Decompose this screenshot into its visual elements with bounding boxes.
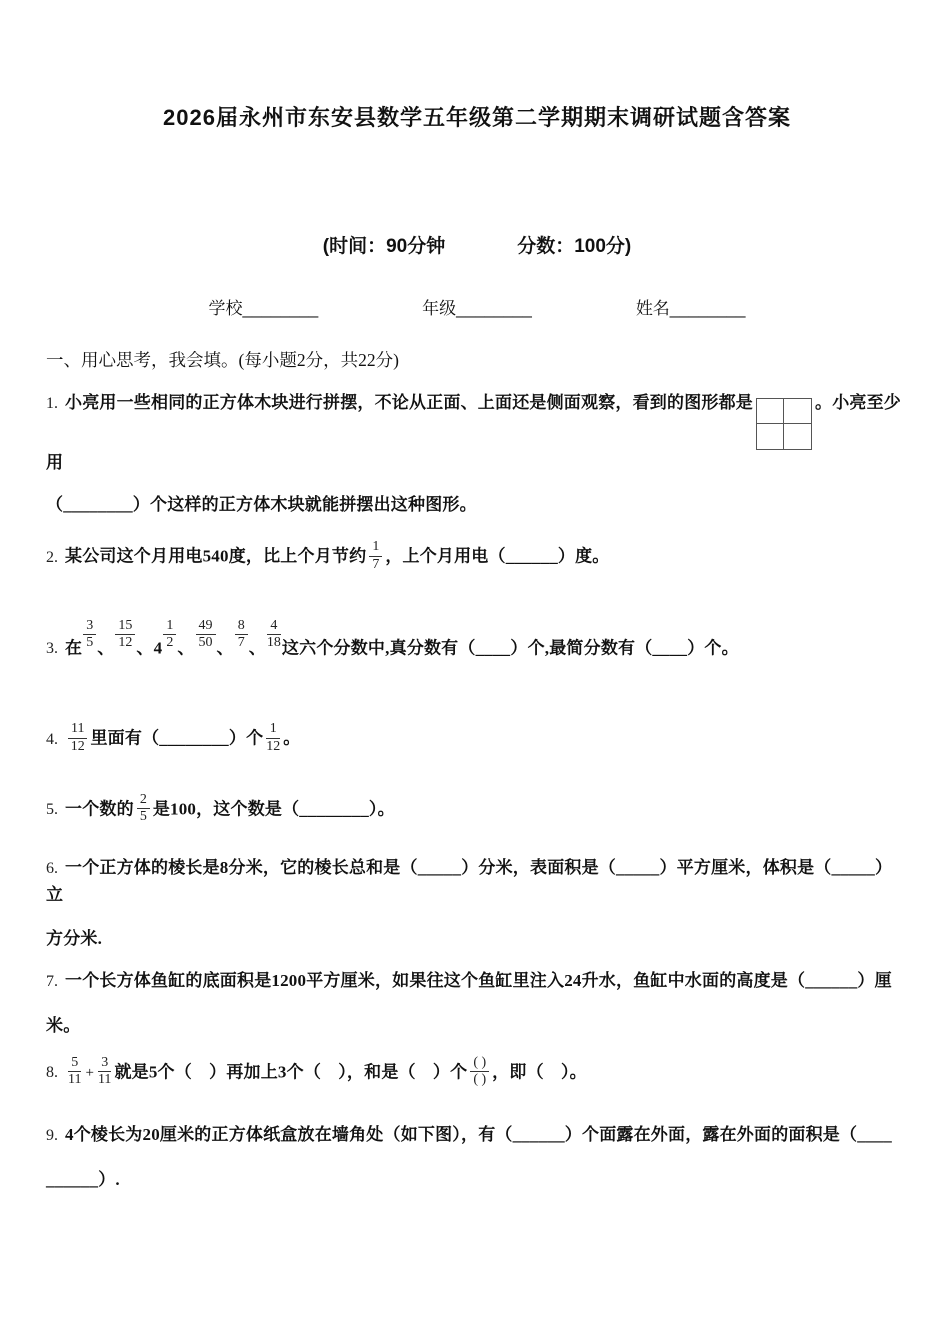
question-text: 米。 bbox=[46, 1016, 81, 1036]
question-9 bbox=[46, 1122, 908, 1193]
question-text: 一个正方体的棱长是8分米，它的棱长总和是（_____）分米，表面积是（_____）平方厘米，体积是（_____）立 bbox=[46, 857, 893, 904]
question-number: 4. bbox=[46, 730, 58, 748]
question-text: 方分米. bbox=[46, 929, 103, 949]
question-3 bbox=[46, 619, 908, 662]
fraction-numerator: 15 bbox=[115, 619, 135, 636]
fraction-denominator: 7 bbox=[237, 635, 245, 651]
question-8-line-1 bbox=[46, 1056, 908, 1088]
fraction-numerator: 3 bbox=[83, 619, 96, 636]
question-number: 8. bbox=[46, 1064, 58, 1082]
question-text: 在 bbox=[65, 638, 83, 658]
fraction-numerator: 4 bbox=[267, 619, 281, 636]
question-text: 4个棱长为20厘米的正方体纸盒放在墙角处（如下图），有（______）个面露在外面，露在外面的面积是（____ bbox=[65, 1124, 892, 1144]
question-number: 2. bbox=[46, 548, 58, 566]
question-1-line-2 bbox=[46, 492, 908, 518]
fraction bbox=[137, 793, 150, 825]
grid-cell bbox=[757, 399, 784, 424]
name-field: 姓名________ bbox=[635, 298, 746, 318]
fraction-denominator: 5 bbox=[86, 635, 94, 651]
question-text: 这六个分数中,真分数有（____）个,最简分数有（____）个。 bbox=[281, 638, 739, 658]
question-6 bbox=[46, 855, 908, 952]
fraction bbox=[163, 619, 176, 651]
question-text: 、 bbox=[248, 638, 266, 658]
fraction bbox=[83, 619, 96, 651]
fraction bbox=[68, 1056, 81, 1088]
question-text: 、4 bbox=[136, 638, 163, 658]
question-5 bbox=[46, 793, 908, 825]
fraction-denominator: 12 bbox=[118, 635, 133, 651]
question-text: （________）个这样的正方体木块就能拼摆出这种图形。 bbox=[46, 494, 477, 514]
question-number: 7. bbox=[46, 973, 58, 991]
fraction-denominator: ( ) bbox=[473, 1072, 487, 1088]
fraction-numerator: 11 bbox=[68, 722, 87, 739]
fraction-numerator: 49 bbox=[196, 619, 216, 636]
fraction bbox=[369, 540, 382, 572]
question-7-line-2 bbox=[46, 1013, 908, 1039]
question-text: 里面有（________）个 bbox=[90, 728, 264, 748]
fraction-denominator: 12 bbox=[70, 738, 85, 754]
question-text: 、 bbox=[216, 638, 234, 658]
student-info-line bbox=[46, 294, 908, 319]
question-8 bbox=[46, 1056, 908, 1088]
fraction-denominator: 11 bbox=[68, 1072, 82, 1088]
question-4 bbox=[46, 722, 908, 754]
grid-cell bbox=[784, 399, 811, 424]
fraction-denominator: 18 bbox=[266, 635, 281, 651]
question-9-line-1 bbox=[46, 1122, 908, 1149]
fraction-numerator: 5 bbox=[68, 1056, 81, 1073]
question-6-line-2 bbox=[46, 926, 908, 952]
question-5-line-1 bbox=[46, 793, 908, 825]
question-text: 就是5个（ ）再加上3个（ ），和是（ ）个 bbox=[114, 1062, 468, 1082]
exam-time-label: (时间：90分钟 bbox=[322, 235, 446, 257]
grade-field: 年级________ bbox=[422, 298, 532, 318]
question-text: 一个数的 bbox=[65, 799, 134, 819]
question-text: 一个长方体鱼缸的底面积是1200平方厘米，如果往这个鱼缸里注入24升水，鱼缸中水面的高度是（______）厘 bbox=[65, 971, 892, 991]
question-text: 。小亮至少用 bbox=[46, 392, 901, 472]
question-9-line-2 bbox=[46, 1167, 908, 1193]
fraction-numerator: ( ) bbox=[470, 1056, 489, 1073]
fraction-numerator: 3 bbox=[98, 1056, 111, 1073]
fraction-denominator: 11 bbox=[97, 1072, 112, 1088]
question-number: 9. bbox=[46, 1126, 58, 1144]
plus-sign: + bbox=[85, 1065, 94, 1082]
question-7 bbox=[46, 968, 908, 1039]
school-field: 学校________ bbox=[208, 298, 319, 318]
fraction-numerator: 1 bbox=[266, 722, 280, 739]
fraction-denominator: 5 bbox=[139, 809, 147, 825]
fraction bbox=[235, 619, 248, 651]
question-number: 5. bbox=[46, 801, 58, 819]
fraction-denominator: 50 bbox=[198, 635, 213, 651]
question-text: ，上个月用电（______）度。 bbox=[385, 546, 610, 566]
fraction bbox=[470, 1056, 489, 1088]
grid-cell bbox=[757, 424, 784, 449]
question-number: 3. bbox=[46, 640, 58, 658]
question-2 bbox=[46, 540, 908, 572]
fraction-numerator: 2 bbox=[137, 793, 150, 810]
question-text: 某公司这个月用电540度，比上个月节约 bbox=[65, 546, 367, 566]
fraction bbox=[98, 1056, 111, 1088]
page-title: 2026届永州市东安县数学五年级第二学期期末调研试题含答案 bbox=[163, 105, 791, 130]
question-text: 、 bbox=[97, 638, 115, 658]
question-2-line-1 bbox=[46, 540, 908, 572]
question-6-line-1 bbox=[46, 855, 908, 908]
question-number: 6. bbox=[46, 859, 58, 877]
fraction bbox=[115, 619, 135, 651]
section-1-heading: 一、用心思考，我会填。(每小题2分，共22分) bbox=[46, 349, 399, 370]
fraction-numerator: 1 bbox=[163, 619, 176, 636]
exam-meta-line bbox=[46, 231, 908, 258]
grid-cell bbox=[784, 424, 811, 449]
question-text: 。 bbox=[283, 728, 301, 748]
question-7-line-1 bbox=[46, 968, 908, 995]
question-3-line-1 bbox=[46, 619, 908, 662]
fraction-denominator: 12 bbox=[266, 738, 281, 754]
fraction bbox=[196, 619, 216, 651]
question-text: 小亮用一些相同的正方体木块进行拼摆，不论从正面、上面还是侧面观察，看到的图形都是 bbox=[65, 392, 753, 412]
cube-views-grid-figure bbox=[756, 398, 812, 450]
question-4-line-1 bbox=[46, 722, 908, 754]
fraction-denominator: 7 bbox=[372, 556, 380, 572]
question-text: 是100，这个数是（________）。 bbox=[152, 799, 395, 819]
question-1-line-1 bbox=[46, 390, 908, 476]
fraction-denominator: 2 bbox=[166, 635, 174, 651]
fraction-numerator: 8 bbox=[235, 619, 248, 636]
question-text: 、 bbox=[177, 638, 195, 658]
exam-score-label: 分数：100分) bbox=[517, 235, 632, 257]
fraction bbox=[267, 619, 281, 651]
question-text: ______）. bbox=[46, 1169, 120, 1189]
question-number: 1. bbox=[46, 394, 58, 412]
question-text: ，即（ ）。 bbox=[492, 1062, 587, 1082]
fraction-numerator: 1 bbox=[369, 540, 382, 557]
question-1 bbox=[46, 390, 908, 519]
fraction bbox=[68, 722, 87, 754]
fraction bbox=[266, 722, 280, 754]
